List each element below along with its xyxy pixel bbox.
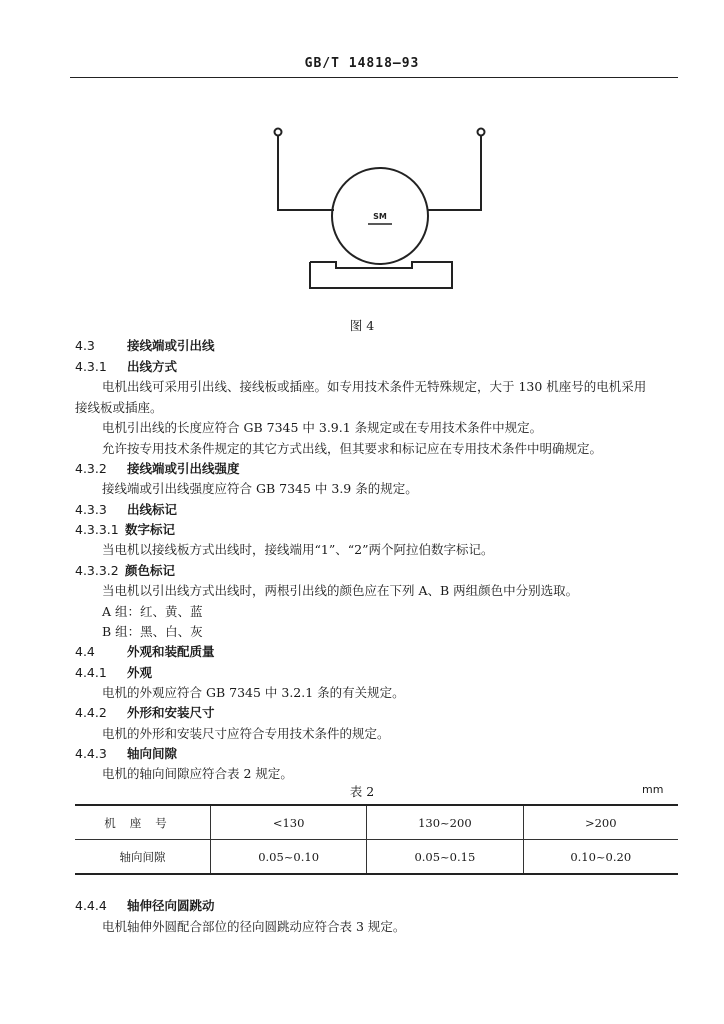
section-heading: 4.4.2 外形和安装尺寸 (75, 705, 215, 720)
section-heading: 4.3.1 出线方式 (75, 359, 178, 374)
table-cell: 130~200 (367, 805, 523, 840)
table-caption: 表 2 (349, 784, 375, 799)
table-unit: mm (642, 783, 664, 796)
paragraph: 电机引出线的长度应符合 GB 7345 中 3.9.1 条规定或在专用技术条件中规定。 (102, 420, 543, 435)
axial-clearance-table (75, 804, 678, 875)
section-heading: 4.4.3 轴向间隙 (75, 746, 178, 761)
paragraph: 电机轴伸外圆配合部位的径向圆跳动应符合表 3 规定。 (102, 919, 406, 934)
section-heading: 4.3.2 接线端或引出线强度 (75, 461, 240, 476)
color-group-a: A 组：红、黄、蓝 (102, 604, 203, 619)
table-cell: 轴向间隙 (119, 849, 166, 864)
table-cell: 0.10~0.20 (523, 840, 678, 875)
left-lead-wire (278, 136, 334, 210)
right-lead-wire (428, 136, 481, 210)
paragraph: 电机的外形和安装尺寸应符合专用技术条件的规定。 (102, 726, 390, 741)
table-cell: 0.05~0.15 (367, 840, 523, 875)
right-terminal-icon (478, 129, 485, 136)
header-rule (70, 77, 678, 78)
table-cell: <130 (211, 805, 367, 840)
motor-label: SM (373, 212, 387, 221)
table-cell: 机座号 (104, 815, 181, 830)
table-cell: >200 (523, 805, 678, 840)
color-group-b: B 组：黑、白、灰 (102, 624, 203, 639)
paragraph: 当电机以引出线方式出线时，两根引出线的颜色应在下列 A、B 两组颜色中分别选取。 (102, 583, 579, 598)
paragraph: 当电机以接线板方式出线时，接线端用“1”、“2”两个阿拉伯数字标记。 (102, 542, 494, 557)
motor-base (310, 262, 452, 288)
section-heading: 4.3.3.2 颜色标记 (75, 563, 176, 578)
table-header-row (75, 805, 678, 840)
section-heading: 4.4.4 轴伸径向圆跳动 (75, 898, 215, 913)
paragraph: 允许按专用技术条件规定的其它方式出线，但其要求和标记应在专用技术条件中明确规定。 (102, 441, 603, 456)
paragraph: 电机出线可采用引出线、接线板或插座。如专用技术条件无特殊规定，大于 130 机座号的电机采用 (102, 379, 647, 394)
section-heading: 4.4 外观和装配质量 (75, 644, 215, 659)
paragraph: 电机的轴向间隙应符合表 2 规定。 (102, 766, 293, 781)
section-heading: 4.4.1 外观 (75, 665, 153, 680)
table-row (75, 840, 678, 875)
figure-caption: 图 4 (349, 318, 375, 333)
section-heading: 4.3 接线端或引出线 (75, 338, 215, 353)
left-terminal-icon (275, 129, 282, 136)
section-heading: 4.3.3 出线标记 (75, 502, 178, 517)
standard-number-header: GB/T 14818—93 (304, 56, 420, 71)
table-cell: 0.05~0.10 (211, 840, 367, 875)
section-heading: 4.3.3.1 数字标记 (75, 522, 176, 537)
figure-4-motor-diagram (262, 120, 492, 300)
paragraph: 接线端或引出线强度应符合 GB 7345 中 3.9 条的规定。 (102, 481, 418, 496)
paragraph: 接线板或插座。 (75, 400, 163, 415)
paragraph: 电机的外观应符合 GB 7345 中 3.2.1 条的有关规定。 (102, 685, 405, 700)
